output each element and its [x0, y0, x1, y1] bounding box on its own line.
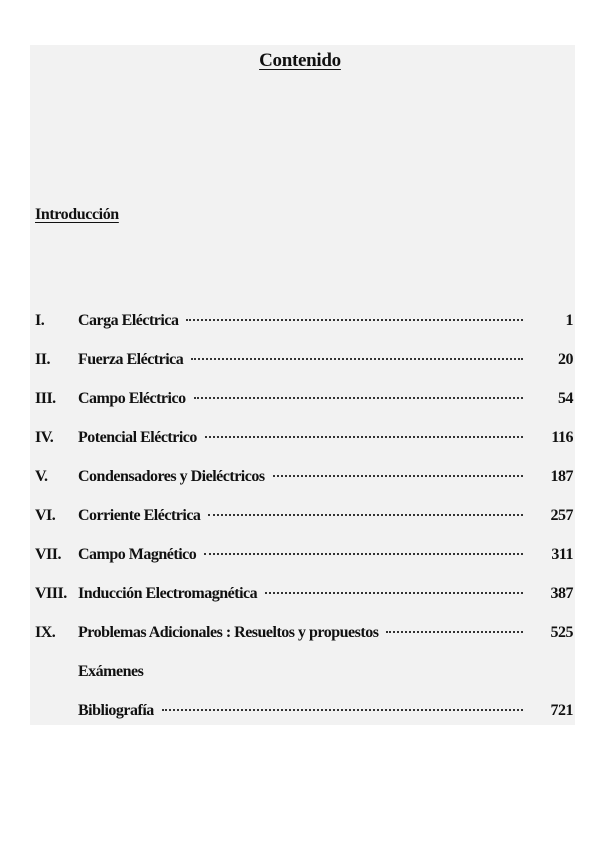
dot-leader: [208, 514, 523, 516]
dot-leader: [162, 709, 523, 711]
dot-leader: [273, 475, 523, 477]
toc-entry-title: Campo Eléctrico: [78, 390, 186, 407]
toc-entry-number: II.: [35, 351, 50, 368]
toc-entry-page: 1: [565, 312, 573, 329]
toc-entry-number: VII.: [35, 546, 62, 563]
toc-entry: [35, 390, 573, 429]
page-title-text: Contenido: [259, 50, 341, 71]
toc-entry: [35, 624, 573, 663]
toc-entry: [35, 702, 573, 741]
dot-leader: [194, 397, 523, 399]
toc-entry-page: 116: [551, 429, 573, 446]
toc-entry-page: 387: [550, 585, 573, 602]
toc-entry-page: 311: [551, 546, 573, 563]
toc-entry-page: 187: [550, 468, 573, 485]
toc-entry-page: 54: [558, 390, 573, 407]
toc-entry-page: 20: [558, 351, 573, 368]
toc-entry-number: IX.: [35, 624, 56, 641]
toc-entry: [35, 312, 573, 351]
dot-leader: [265, 592, 523, 594]
toc-entry-title: Potencial Eléctrico: [78, 429, 197, 446]
toc-entry-number: V.: [35, 468, 48, 485]
toc-entry-title: Condensadores y Dieléctricos: [78, 468, 265, 485]
toc-entry-number: I.: [35, 312, 45, 329]
toc-entry-title: Inducción Electromagnética: [78, 585, 258, 602]
toc-entry-title: Corriente Eléctrica: [78, 507, 201, 524]
toc-entry-title: Exámenes: [78, 663, 144, 680]
dot-leader: [205, 436, 523, 438]
dot-leader: [191, 358, 523, 360]
toc-entry-number: III.: [35, 390, 56, 407]
toc-entry: [35, 429, 573, 468]
toc-entry: [35, 351, 573, 390]
toc-entry-number: IV.: [35, 429, 54, 446]
toc-entry-page: 721: [550, 702, 573, 719]
toc-entry-title: Bibliografía: [78, 702, 154, 719]
intro-heading: Introducción: [35, 206, 119, 223]
toc-entry: [35, 546, 573, 585]
toc-entry: [35, 663, 573, 702]
dot-leader: [386, 631, 523, 633]
toc-entry-title: Carga Eléctrica: [78, 312, 179, 329]
dot-leader: [186, 319, 523, 321]
toc-entry-title: Campo Magnético: [78, 546, 197, 563]
toc-entry: [35, 468, 573, 507]
toc-entry-title: Fuerza Eléctrica: [78, 351, 184, 368]
dot-leader: [204, 553, 523, 555]
toc-entry-page: 257: [550, 507, 573, 524]
toc-entry-page: 525: [550, 624, 573, 641]
page-title: [0, 50, 600, 72]
toc-entry-number: VI.: [35, 507, 56, 524]
toc-entry: [35, 507, 573, 546]
table-of-contents: [35, 312, 573, 741]
toc-entry-title: Problemas Adicionales : Resueltos y propuestos: [78, 624, 379, 641]
toc-entry: [35, 585, 573, 624]
toc-entry-number: VIII.: [35, 585, 67, 602]
